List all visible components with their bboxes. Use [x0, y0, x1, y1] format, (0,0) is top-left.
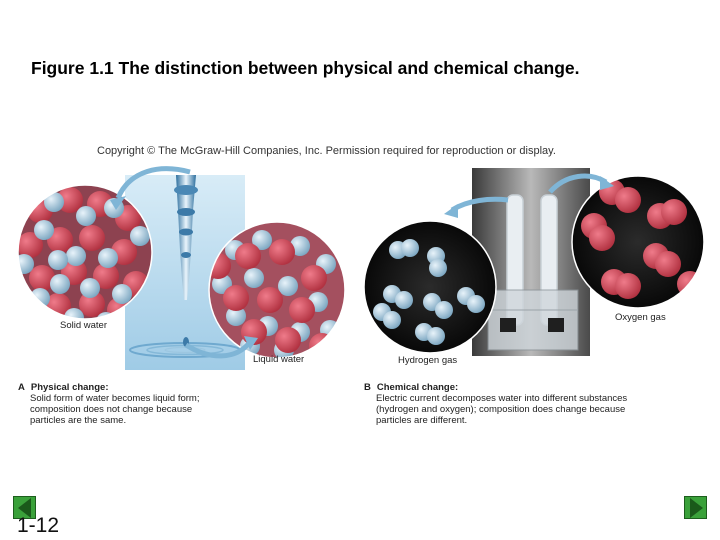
- slide-number: 1-12: [17, 514, 60, 537]
- caption-line: composition does not change because: [30, 404, 193, 415]
- next-slide-button[interactable]: [684, 496, 707, 519]
- caption-heading: Chemical change:: [376, 382, 459, 393]
- caption-line: Solid form of water becomes liquid form;: [30, 393, 200, 404]
- caption-line: particles are different.: [376, 415, 468, 426]
- label-liquid-water: Liquid water: [253, 354, 305, 365]
- caption-line: particles are the same.: [30, 415, 127, 426]
- figure-illustration: [0, 160, 720, 380]
- caption-line: Electric current decomposes water into different substances: [376, 393, 628, 404]
- caption-letter: B: [364, 382, 371, 393]
- label-hydrogen-gas: Hydrogen gas: [398, 355, 458, 366]
- next-arrow-icon: [690, 498, 703, 518]
- label-oxygen-gas: Oxygen gas: [615, 312, 666, 323]
- caption-chemical-change: [364, 382, 694, 426]
- caption-line: (hydrogen and oxygen); composition does change because: [376, 404, 626, 415]
- label-solid-water: Solid water: [60, 320, 107, 331]
- slide-title: Figure 1.1 The distinction between physical and chemical change.: [31, 58, 580, 78]
- copyright-notice: Copyright © The McGraw-Hill Companies, Inc. Permission required for reproduction or display.: [97, 145, 556, 157]
- caption-heading: Physical change:: [30, 382, 109, 393]
- caption-letter: A: [18, 382, 25, 393]
- caption-physical-change: [18, 382, 338, 426]
